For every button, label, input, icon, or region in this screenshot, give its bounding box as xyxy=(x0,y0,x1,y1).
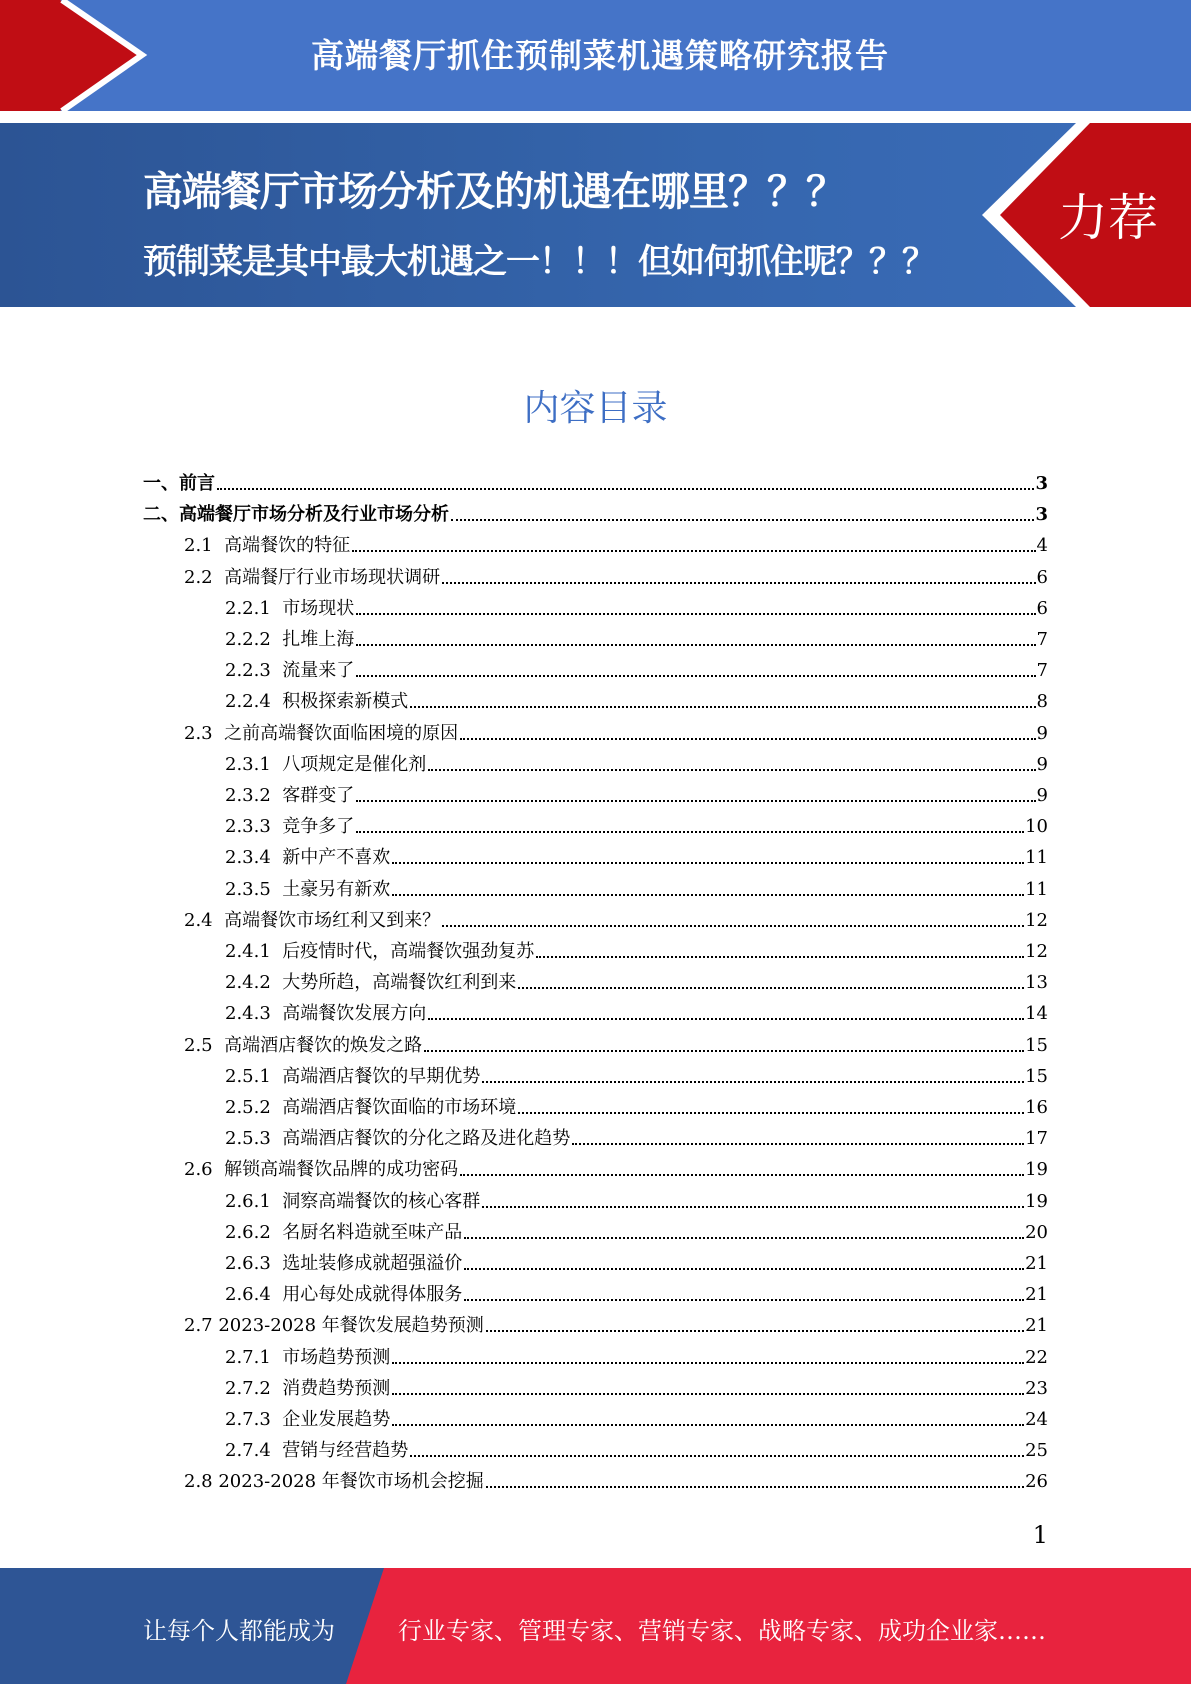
toc-entry-label: 高端餐饮发展方向 xyxy=(282,1003,427,1025)
toc-dot-leader xyxy=(410,706,1035,708)
toc-entry-label: 2023-2028 年餐饮市场机会挖掘 xyxy=(218,1471,484,1493)
toc-dot-leader xyxy=(356,613,1035,615)
toc-entry[interactable] xyxy=(225,1405,1048,1431)
toc-entry-number: 2.6 xyxy=(184,1159,225,1181)
toc-entry[interactable] xyxy=(225,812,1048,838)
toc-dot-leader xyxy=(428,1018,1024,1020)
toc-dot-leader xyxy=(392,1424,1024,1426)
toc-dot-leader xyxy=(356,675,1035,677)
toc-entry[interactable] xyxy=(225,781,1048,807)
toc-entry-label: 洞察高端餐饮的核心客群 xyxy=(282,1190,481,1212)
toc-entry-number: 2.5.3 xyxy=(225,1128,283,1150)
toc-entry-page: 9 xyxy=(1036,785,1048,806)
toc-entry[interactable] xyxy=(184,719,1048,745)
toc-entry[interactable] xyxy=(225,843,1048,869)
toc-entry-number: 2.2 xyxy=(184,566,225,588)
toc-entry-label: 2023-2028 年餐饮发展趋势预测 xyxy=(218,1315,484,1337)
toc-entry-label: 高端酒店餐饮的焕发之路 xyxy=(224,1034,423,1056)
toc-entry-number: 二、 xyxy=(143,504,179,526)
toc-dot-leader xyxy=(392,862,1024,864)
toc-entry-label: 高端酒店餐饮的早期优势 xyxy=(282,1065,481,1087)
toc-dot-leader xyxy=(442,582,1035,584)
toc-entry[interactable] xyxy=(225,1280,1048,1306)
toc-entry-label: 名厨名料造就至味产品 xyxy=(282,1221,463,1243)
toc-entry-page: 3 xyxy=(1035,504,1048,526)
toc-entry-page: 15 xyxy=(1025,1034,1048,1056)
toc-entry-page: 25 xyxy=(1025,1440,1048,1462)
toc-entry-number: 2.4.2 xyxy=(225,972,283,994)
toc-entry-number: 2.2.1 xyxy=(225,597,283,619)
toc-entry-label: 市场趋势预测 xyxy=(282,1346,391,1368)
toc-dot-leader xyxy=(451,519,1034,521)
toc-entry-label: 高端餐饮市场红利又到来？ xyxy=(224,909,441,931)
toc-dot-leader xyxy=(424,1050,1024,1052)
toc-entry-label: 高端餐厅市场分析及行业市场分析 xyxy=(179,504,449,526)
header-red-arrow xyxy=(0,0,150,111)
toc-entry-label: 八项规定是催化剂 xyxy=(282,753,427,775)
footer-slogan-lead: 让每个人都能成为 xyxy=(143,1617,335,1645)
toc-entry[interactable] xyxy=(225,750,1048,776)
toc-entry-label: 大势所趋，高端餐饮红利到来 xyxy=(282,972,517,994)
toc-entry[interactable] xyxy=(184,1467,1048,1493)
toc-entry[interactable] xyxy=(225,1218,1048,1244)
toc-entry-number: 2.5 xyxy=(184,1034,225,1056)
toc-entry[interactable] xyxy=(225,1374,1048,1400)
toc-dot-leader xyxy=(352,550,1035,552)
toc-dot-leader xyxy=(482,1081,1024,1083)
toc-entry-page: 24 xyxy=(1025,1409,1048,1430)
toc-entry-label: 竞争多了 xyxy=(282,816,355,838)
toc-entry-number: 一、 xyxy=(143,473,179,494)
hero-subheadline: 预制菜是其中最大机遇之一！！！但如何抓住呢？？？ xyxy=(143,242,935,282)
toc-entry[interactable] xyxy=(225,875,1048,901)
toc-dot-leader xyxy=(460,738,1035,740)
toc-entry-label: 流量来了 xyxy=(282,660,355,682)
toc-entry-page: 23 xyxy=(1025,1377,1048,1399)
toc-entry[interactable] xyxy=(184,531,1048,557)
toc-entry[interactable] xyxy=(225,687,1048,713)
toc-entry-number: 2.7.4 xyxy=(225,1440,283,1462)
toc-entry-number: 2.7.2 xyxy=(225,1377,283,1399)
toc-dot-leader xyxy=(518,987,1024,989)
toc-entry-number: 2.5.2 xyxy=(225,1097,283,1118)
toc-dot-leader xyxy=(460,1174,1024,1176)
toc-entry[interactable] xyxy=(184,563,1048,589)
toc-entry[interactable] xyxy=(225,999,1048,1025)
toc-entry-number: 2.5.1 xyxy=(225,1065,283,1087)
toc-entry-page: 16 xyxy=(1025,1097,1048,1118)
toc-entry-label: 之前高端餐饮面临困境的原因 xyxy=(224,722,459,744)
toc-entry-page: 14 xyxy=(1025,1003,1048,1025)
toc-entry-number: 2.7 xyxy=(184,1315,219,1337)
toc-entry-label: 新中产不喜欢 xyxy=(282,847,391,869)
toc-entry[interactable] xyxy=(225,656,1048,682)
toc-dot-leader xyxy=(518,1112,1024,1114)
toc-entry-page: 11 xyxy=(1025,847,1048,869)
toc-entry-page: 10 xyxy=(1025,816,1048,838)
toc-entry-number: 2.2.2 xyxy=(225,629,283,650)
toc-dot-leader xyxy=(464,1299,1024,1301)
toc-entry-number: 2.6.4 xyxy=(225,1284,283,1306)
toc-entry-label: 后疫情时代，高端餐饮强劲复苏 xyxy=(282,941,535,962)
toc-entry[interactable] xyxy=(225,1343,1048,1369)
toc-entry-number: 2.3.4 xyxy=(225,847,283,869)
toc-dot-leader xyxy=(428,769,1035,771)
toc-dot-leader xyxy=(442,925,1024,927)
toc-entry[interactable] xyxy=(225,968,1048,994)
page-number: 1 xyxy=(1032,1521,1048,1549)
toc-entry-number: 2.4 xyxy=(184,909,225,931)
toc-entry-label: 高端酒店餐饮面临的市场环境 xyxy=(282,1097,517,1118)
toc-entry[interactable] xyxy=(225,594,1048,620)
toc-dot-leader xyxy=(392,894,1024,896)
toc-entry-number: 2.4.3 xyxy=(225,1003,283,1025)
toc-entry-number: 2.6.1 xyxy=(225,1190,283,1212)
toc-entry-number: 2.8 xyxy=(184,1471,219,1493)
toc-entry-page: 20 xyxy=(1025,1221,1048,1243)
toc-entry[interactable] xyxy=(184,906,1048,932)
toc-entry-number: 2.3.1 xyxy=(225,753,283,775)
toc-entry-number: 2.3.5 xyxy=(225,878,283,900)
toc-dot-leader xyxy=(482,1206,1024,1208)
toc-entry-label: 用心每处成就得体服务 xyxy=(282,1284,463,1306)
toc-entry[interactable] xyxy=(225,1436,1048,1462)
toc-entry-page: 6 xyxy=(1036,597,1048,619)
toc-dot-leader xyxy=(486,1330,1024,1332)
toc-entry-number: 2.6.2 xyxy=(225,1221,283,1243)
toc-entry-page: 21 xyxy=(1025,1284,1048,1306)
toc-entry[interactable] xyxy=(143,500,1048,526)
toc-entry-label: 高端酒店餐饮的分化之路及进化趋势 xyxy=(282,1128,571,1150)
toc-entry-page: 3 xyxy=(1035,473,1048,494)
toc-entry[interactable] xyxy=(225,1124,1048,1150)
toc-dot-leader xyxy=(356,831,1024,833)
toc-entry[interactable] xyxy=(225,1093,1048,1119)
toc-entry-page: 19 xyxy=(1025,1190,1048,1212)
toc-entry-number: 2.2.4 xyxy=(225,691,283,713)
toc-dot-leader xyxy=(464,1237,1024,1239)
toc-entry-label: 前言 xyxy=(179,473,215,494)
recommend-badge: 力荐 xyxy=(1058,189,1158,247)
toc-entry-page: 21 xyxy=(1025,1253,1048,1274)
toc-entry-page: 17 xyxy=(1025,1128,1048,1150)
toc-dot-leader xyxy=(486,1486,1024,1488)
toc-entry-page: 9 xyxy=(1036,722,1048,744)
toc-dot-leader xyxy=(356,800,1035,802)
toc-entry-page: 26 xyxy=(1025,1471,1048,1493)
toc-entry-page: 15 xyxy=(1025,1065,1048,1087)
toc-entry[interactable] xyxy=(143,469,1048,495)
toc-entry-label: 解锁高端餐饮品牌的成功密码 xyxy=(224,1159,459,1181)
toc-dot-leader xyxy=(536,956,1024,958)
toc-entry-label: 土豪另有新欢 xyxy=(282,878,391,900)
toc-entry-page: 6 xyxy=(1036,566,1048,588)
toc-entry-number: 2.3 xyxy=(184,722,225,744)
toc-entry-number: 2.6.3 xyxy=(225,1253,283,1274)
toc-entry-label: 营销与经营趋势 xyxy=(282,1440,409,1462)
toc-entry-label: 积极探索新模式 xyxy=(282,691,409,713)
toc-entry-number: 2.4.1 xyxy=(225,941,283,962)
toc-entry-page: 8 xyxy=(1036,691,1048,713)
toc-entry-page: 12 xyxy=(1025,909,1048,931)
toc-entry[interactable] xyxy=(225,937,1048,963)
toc-entry-label: 高端餐饮的特征 xyxy=(224,535,351,557)
toc-entry-label: 高端餐厅行业市场现状调研 xyxy=(224,566,441,588)
toc-entry-page: 4 xyxy=(1036,535,1048,557)
toc-entry-label: 选址装修成就超强溢价 xyxy=(282,1253,463,1274)
toc-title: 内容目录 xyxy=(523,388,668,429)
toc-entry-page: 13 xyxy=(1025,972,1048,994)
toc-entry-label: 市场现状 xyxy=(282,597,355,619)
toc-entry[interactable] xyxy=(225,625,1048,651)
toc-dot-leader xyxy=(217,488,1034,490)
toc-entry-number: 2.1 xyxy=(184,535,225,557)
toc-dot-leader xyxy=(392,1362,1024,1364)
toc-entry[interactable] xyxy=(184,1155,1048,1181)
toc-entry[interactable] xyxy=(225,1062,1048,1088)
toc-entry[interactable] xyxy=(225,1249,1048,1275)
toc-entry-number: 2.3.3 xyxy=(225,816,283,838)
toc-entry-label: 客群变了 xyxy=(282,785,355,806)
toc-entry-page: 12 xyxy=(1025,941,1048,962)
toc-entry-label: 企业发展趋势 xyxy=(282,1409,391,1430)
toc-entry[interactable] xyxy=(225,1187,1048,1213)
toc-dot-leader xyxy=(392,1393,1024,1395)
toc-entry-number: 2.2.3 xyxy=(225,660,283,682)
toc-entry-page: 19 xyxy=(1025,1159,1048,1181)
toc-entry-number: 2.7.3 xyxy=(225,1409,283,1430)
toc-entry[interactable] xyxy=(184,1311,1048,1337)
toc-dot-leader xyxy=(410,1455,1024,1457)
toc-entry[interactable] xyxy=(184,1031,1048,1057)
toc-entry-page: 22 xyxy=(1025,1346,1048,1368)
toc-dot-leader xyxy=(464,1268,1024,1270)
toc-entry-page: 11 xyxy=(1025,878,1048,900)
toc-entry-label: 消费趋势预测 xyxy=(282,1377,391,1399)
toc-dot-leader xyxy=(356,644,1035,646)
hero-headline: 高端餐厅市场分析及的机遇在哪里？？？ xyxy=(143,169,845,215)
report-title: 高端餐厅抓住预制菜机遇策略研究报告 xyxy=(311,36,889,75)
toc-dot-leader xyxy=(572,1143,1024,1145)
toc-entry-page: 9 xyxy=(1036,753,1048,775)
toc-entry-page: 7 xyxy=(1036,660,1048,682)
toc-entry-label: 扎堆上海 xyxy=(282,629,355,650)
toc-entry-number: 2.7.1 xyxy=(225,1346,283,1368)
toc-entry-page: 7 xyxy=(1036,629,1048,650)
toc-entry-page: 21 xyxy=(1025,1315,1048,1337)
footer-slogan-list: 行业专家、管理专家、营销专家、战略专家、成功企业家…… xyxy=(398,1617,1046,1645)
toc-entry-number: 2.3.2 xyxy=(225,785,283,806)
